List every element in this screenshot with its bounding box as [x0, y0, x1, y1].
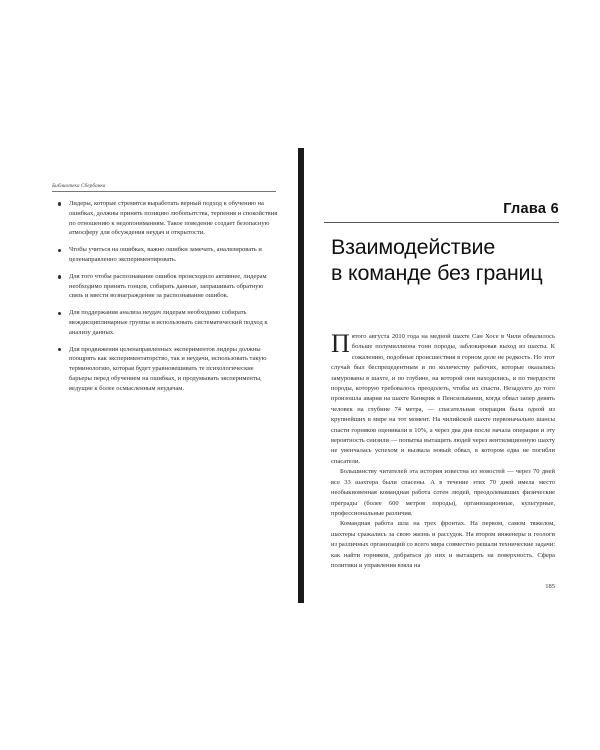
bullet-item: Лидеры, которые стремятся выработать верный подход к обучению на ошибках, должны принять позицию любопытства, терпения и спокойствия по отношению к недопониманиям. Такое поведение создает безопасную атмосферу для обсуждения неудач и открытости.	[56, 199, 278, 238]
summary-bullet-list	[56, 199, 278, 401]
body-paragraph: Командная работа шла на трех фронтах. На первом, самом тяжелом, шахтеры сражались за свою жизнь и рассудок. На втором инженеры и геологи из различных организаций со всего мира совместно решали технические задачи: как найти горняков, добраться до них и вытащить на поверхность. Сфера политики и управления взяла на	[331, 520, 555, 569]
body-paragraph	[331, 329, 555, 467]
bullet-item: Для того чтобы распознавание ошибок происходило активнее, лидерам необходимо принять гонцов, собирать данные, запрашивать обратную связь и ввести вознаграждение за распознавание ошибок.	[56, 272, 278, 301]
page-number: 185	[545, 583, 555, 590]
bullet-item: Для поддержания анализа неудач лидерам необходимо собирать междисциплинарные группы и использовать систематический подход к анализу данных.	[56, 308, 278, 337]
drop-cap: П	[331, 329, 350, 358]
running-head: Библиотека Сбербанка	[52, 183, 106, 189]
paragraph-text: ятого августа 2010 года на медной шахте Сан Хосе в Чили обвалилось больше полумиллиона тонн породы, заблокировав выход из шахты. К сожалению, подобные происшествия в горном деле не редкость. Но этот случай был беспрецедентным и по количеству рабочих, которые оказались замурованы в шахте, и по глубине, на которой они находились, и по твердости породы, которую требовалось преодолеть, чтобы их спасти. Незадолго до того произошла авария на шахте Кинкрик в Пенсильвании, когда обвал запер девять человек на глубине 74 метра, — спасательная операция была одной из крупнейших в мире на тот момент. На чилийской шахте первоначально шансы спасти горняков оценивали в 10%, а через два дня после начала операции и эту вероятность снизили — попытка вытащить людей через вентиляционную шахту не увенчалась успехом и вызвала новый обвал, в котором едва не погибли спасатели.	[331, 333, 555, 465]
chapter-title-line: Взаимодействие	[331, 235, 496, 259]
chapter-label: Глава 6	[503, 201, 559, 217]
chapter-rule	[324, 222, 559, 223]
left-page	[0, 0, 298, 750]
running-head-rule	[52, 191, 276, 192]
body-paragraph: Большинству читателей эта история известна из новостей — через 70 дней все 33 шахтера были спасены. А в течение этих 70 дней имела место необыкновенная командная работа сотен людей, преодолевавших физические преграды (более 600 метров породы), организационные, культурные, профессиональные различия.	[331, 468, 555, 517]
chapter-title	[331, 234, 571, 286]
chapter-body	[331, 329, 555, 571]
bullet-item: Чтобы учиться на ошибках, важно ошибки замечать, анализировать и целенаправленно экспериментировать.	[56, 245, 278, 265]
right-page	[304, 0, 600, 750]
bullet-item: Для продвижения целенаправленных экспериментов лидеры должны поощрять как экспериментаторство, так и неудачи, использовать такую терминологию, которая будет уравновешивать те психологические барьеры перед обучением на ошибках, и продумывать эксперименты, ведущие к более осмысленным неудачам.	[56, 345, 278, 394]
chapter-title-line: в команде без границ	[331, 261, 543, 285]
